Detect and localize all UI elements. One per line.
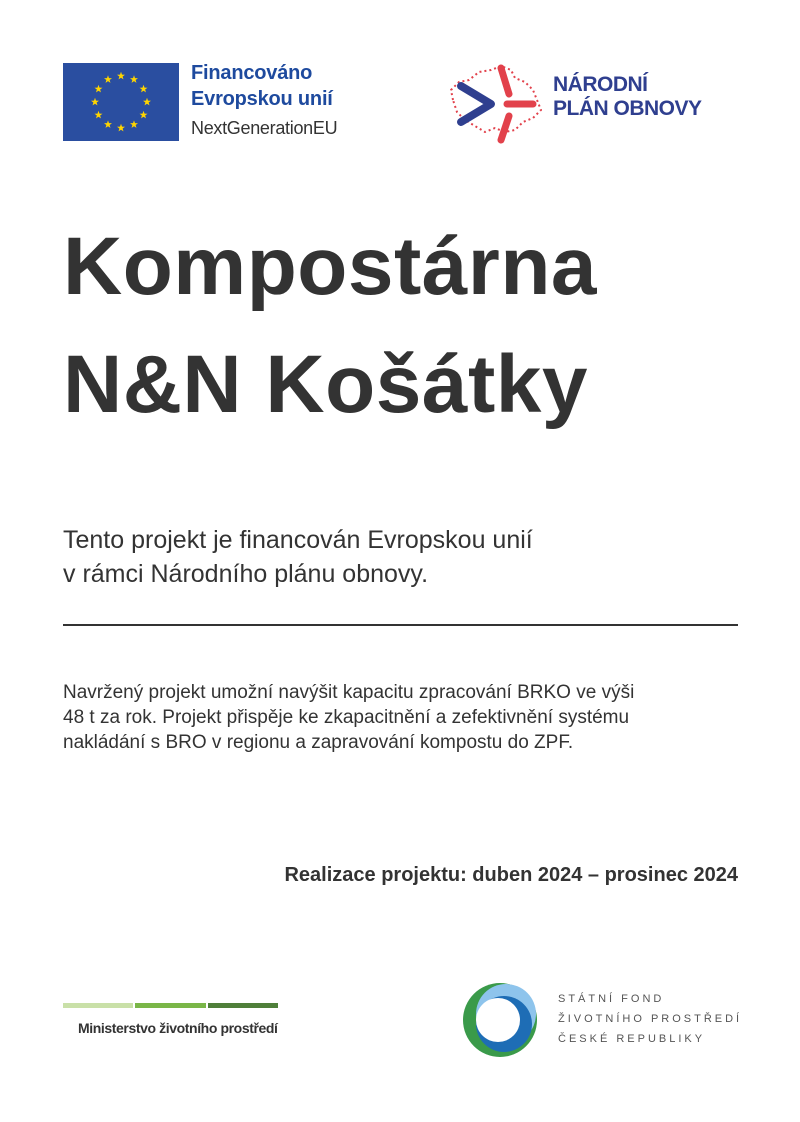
npo-logo bbox=[445, 60, 745, 145]
funding-statement bbox=[63, 523, 743, 591]
description-line1: Navržený projekt umožní navýšit kapacitu zpracování BRKO ve výši bbox=[63, 682, 635, 703]
sfzp-logo bbox=[460, 980, 750, 1065]
sfzp-logo-line3: ČESKÉ REPUBLIKY bbox=[558, 1033, 706, 1045]
sfzp-logo-line2: ŽIVOTNÍHO PROSTŘEDÍ bbox=[558, 1013, 743, 1025]
npo-logo-line1: NÁRODNÍ bbox=[553, 73, 648, 96]
project-description bbox=[63, 680, 753, 755]
czech-map-arrow-icon bbox=[445, 60, 545, 145]
description-line2: 48 t za rok. Projekt přispěje ke zkapacitnění a zefektivnění systému bbox=[63, 707, 630, 728]
mzp-color-bars bbox=[63, 1003, 278, 1008]
eu-logo-line2: Evropskou unií bbox=[191, 88, 333, 110]
sfzp-logo-line1: STÁTNÍ FOND bbox=[558, 993, 665, 1005]
mzp-bar-dark bbox=[208, 1003, 278, 1008]
description-line3: nakládání s BRO v regionu a zapravování kompostu do ZPF. bbox=[63, 732, 574, 753]
title-line2: N&N Košátky bbox=[63, 339, 588, 430]
npo-logo-line2: PLÁN OBNOVY bbox=[553, 97, 702, 120]
sfzp-swirl-icon bbox=[460, 980, 540, 1060]
eu-funding-logo bbox=[63, 62, 373, 144]
eu-logo-line1: Financováno bbox=[191, 62, 313, 84]
divider bbox=[63, 624, 738, 626]
eu-flag-icon bbox=[63, 63, 179, 141]
eu-logo-line3: NextGenerationEU bbox=[191, 118, 338, 138]
mzp-bar-medium bbox=[135, 1003, 205, 1008]
subtitle-line1: Tento projekt je financován Evropskou unií bbox=[63, 526, 533, 554]
subtitle-line2: v rámci Národního plánu obnovy. bbox=[63, 560, 429, 588]
title-line1: Kompostárna bbox=[63, 221, 598, 312]
mzp-bar-light bbox=[63, 1003, 133, 1008]
realization-period: Realizace projektu: duben 2024 – prosinec 2024 bbox=[284, 864, 738, 886]
page-title bbox=[63, 208, 753, 444]
mzp-logo-text: Ministerstvo životního prostředí bbox=[78, 1020, 278, 1036]
mzp-logo bbox=[63, 1003, 278, 1043]
